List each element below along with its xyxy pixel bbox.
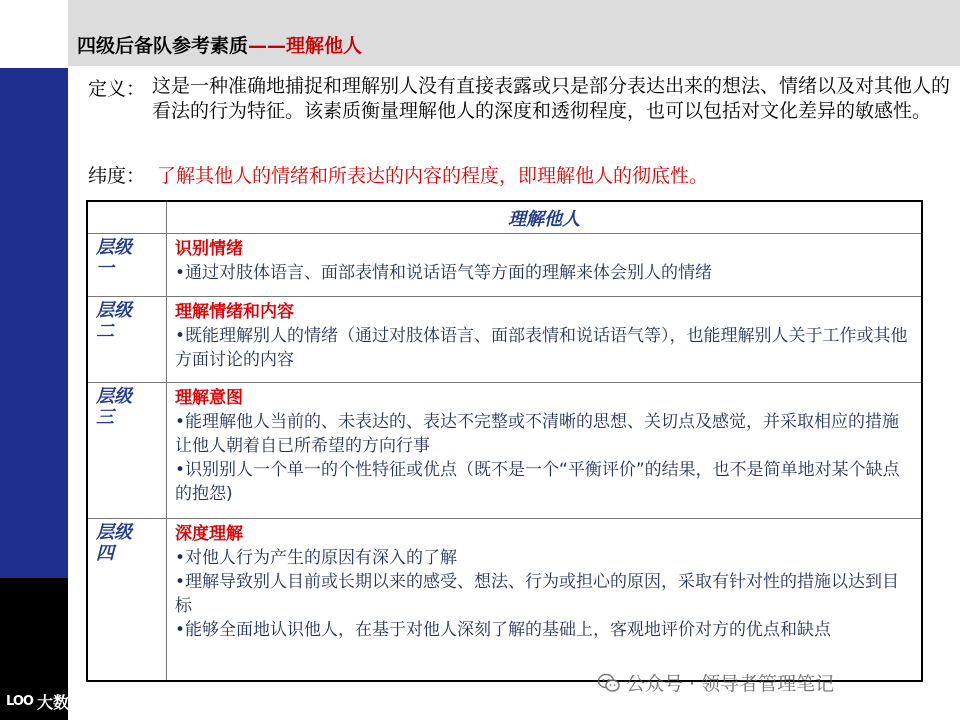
dimension-text: 了解其他人的情绪和所表达的内容的程度，即理解他人的彻底性。: [157, 165, 709, 187]
logo-mark-icon: LOO: [6, 694, 33, 709]
definition-label: 定义：: [88, 78, 146, 100]
level-item: •既能理解别人的情绪（通过对肢体语言、面部表情和说话语气等），也能理解别人关于工作或其他方面讨论的内容: [175, 326, 908, 370]
level-label: 层级 四: [87, 519, 167, 681]
level-title: 理解意图: [175, 388, 243, 408]
level-title: 理解情绪和内容: [175, 302, 294, 322]
table-row: [87, 519, 922, 681]
watermark: [598, 669, 834, 696]
page-title-main: 四级后备队参考素质: [77, 35, 249, 57]
page-title: [77, 31, 362, 58]
level-item: •识别别人一个单一的个性特征或优点（既不是一个“平衡评价”的结果，也不是简单地对某个缺点的抱怨): [175, 460, 900, 504]
level-label: 层级 二: [87, 297, 167, 383]
level-title: 深度理解: [175, 524, 243, 544]
logo-text: 大数跨境: [36, 693, 101, 712]
table-header: 理解他人: [167, 201, 923, 234]
level-item: •能理解他人当前的、未表达的、表达不完整或不清晰的思想、关切点及感觉，并采取相应的措施让他人朝着自已所希望的方向行事: [175, 412, 900, 456]
level-item: •能够全面地认识他人，在基于对他人深刻了解的基础上，客观地评价对方的优点和缺点: [175, 620, 832, 640]
brand-logo: [6, 690, 101, 713]
page-title-accent: ——理解他人: [248, 35, 363, 57]
watermark-text: 公众号 · 领导者管理笔记: [626, 673, 835, 695]
level-content: [167, 383, 923, 519]
level-label: 层级 一: [87, 234, 167, 297]
level-item: •对他人行为产生的原因有深入的了解: [175, 548, 458, 568]
level-title: 识别情绪: [175, 239, 243, 259]
table-row: [87, 234, 922, 297]
table-row: [87, 297, 922, 383]
level-label: 层级 三: [87, 383, 167, 519]
level-content: [167, 519, 923, 681]
dimension-label: 纬度：: [88, 165, 146, 187]
left-accent-bar: [0, 68, 68, 578]
table-header-row: [87, 201, 922, 234]
level-content: [167, 234, 923, 297]
definition-text: 这是一种准确地捕捉和理解别人没有直接表露或只是部分表达出来的想法、情绪以及对其他人的看法的行为特征。该素质衡量理解他人的深度和透彻程度，也可以包括对文化差异的敏感性。: [152, 75, 951, 122]
competency-table: [86, 200, 923, 682]
level-item: •通过对肢体语言、面部表情和说话语气等方面的理解来体会别人的情绪: [175, 263, 713, 283]
level-content: [167, 297, 923, 383]
table-corner-cell: [87, 201, 167, 234]
table-row: [87, 383, 922, 519]
level-item: •理解导致别人目前或长期以来的感受、想法、行为或担心的原因，采取有针对性的措施以达到目标: [175, 572, 900, 616]
wechat-icon: [598, 673, 620, 693]
